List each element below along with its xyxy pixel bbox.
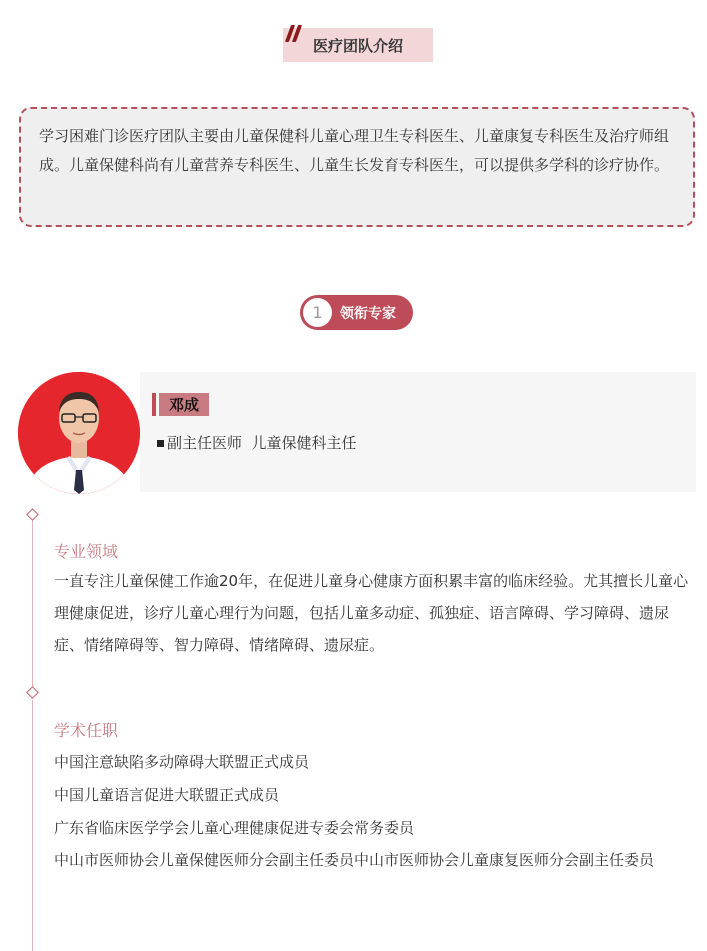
name-accent-bar xyxy=(152,393,156,416)
timeline-diamond-icon xyxy=(26,508,39,521)
doctor-avatar xyxy=(18,372,140,494)
doctor-name: 邓成 xyxy=(159,393,209,416)
timeline-diamond-icon xyxy=(26,686,39,699)
doctor-portrait-icon xyxy=(18,372,140,494)
position-item: 广东省临床医学学会儿童心理健康促进专委会常务委员 xyxy=(54,819,415,837)
expertise-heading: 专业领域 xyxy=(54,542,119,561)
position-item: 中山市医师协会儿童保健医师分会副主任委员中山市医师协会儿童康复医师分会副主任委员 xyxy=(54,851,655,869)
timeline-line xyxy=(32,700,33,951)
doctor-title: 副主任医师 儿童保健科主任 xyxy=(167,434,357,452)
page-title: 医疗团队介绍 xyxy=(283,28,433,62)
badge-label: 领衔专家 xyxy=(340,305,396,322)
badge-number: 1 xyxy=(303,298,332,327)
section-title-block xyxy=(283,28,433,62)
square-bullet-icon xyxy=(157,440,164,447)
position-item: 中国注意缺陷多动障碍大联盟正式成员 xyxy=(54,753,310,771)
timeline-line xyxy=(32,520,33,688)
positions-heading: 学术任职 xyxy=(54,721,119,740)
section-badge xyxy=(300,295,413,330)
slash-marks-icon xyxy=(286,25,300,43)
expertise-text: 一直专注儿童保健工作逾20年，在促进儿童身心健康方面积累丰富的临床经验。尤其擅长儿童心理健康促进，诊疗儿童心理行为问题，包括儿童多动症、孤独症、语言障碍、学习障碍、遗尿症、情绪障碍等、智力障碍、情绪障碍、遗尿症。 xyxy=(54,572,689,654)
intro-box: 学习困难门诊医疗团队主要由儿童保健科儿童心理卫生专科医生、儿童康复专科医生及治疗师组成。儿童保健科尚有儿童营养专科医生、儿童生长发育专科医生，可以提供多学科的诊疗协作。 xyxy=(19,107,695,227)
doctor-title-line xyxy=(157,432,357,453)
position-item: 中国儿童语言促进大联盟正式成员 xyxy=(54,786,280,804)
